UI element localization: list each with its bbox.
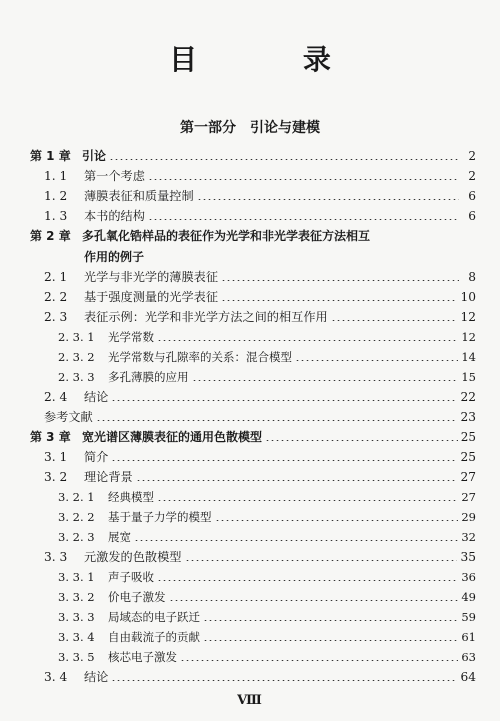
chapter-2-title-continuation[interactable]: 作用的例子 bbox=[84, 250, 145, 264]
entry-page: 27 bbox=[461, 490, 476, 504]
entry-number: 3. 2. 1 bbox=[58, 490, 95, 504]
entry-page: 49 bbox=[461, 590, 476, 604]
entry-page: 27 bbox=[460, 470, 476, 484]
entry-page: 10 bbox=[460, 290, 476, 304]
entry-page: 29 bbox=[461, 510, 476, 524]
entry-page: 63 bbox=[461, 650, 476, 664]
toc-entry-references[interactable] bbox=[44, 408, 476, 426]
toc-entry[interactable] bbox=[58, 608, 476, 626]
toc-entry[interactable] bbox=[58, 628, 476, 646]
page-number: Ⅷ bbox=[237, 693, 263, 708]
leader-dots bbox=[203, 620, 458, 621]
toc-entry[interactable] bbox=[58, 368, 476, 386]
entry-number: 1. 3 bbox=[44, 209, 68, 223]
entry-label: 结论 bbox=[84, 670, 109, 684]
leader-dots bbox=[215, 520, 459, 521]
toc-entry[interactable] bbox=[58, 508, 476, 526]
entry-number: 3. 3. 3 bbox=[58, 610, 95, 624]
entry-label: 光学与非光学的薄膜表征 bbox=[84, 270, 219, 284]
entry-page: 12 bbox=[460, 310, 476, 324]
entry-label: 多孔氧化锆样品的表征作为光学和非光学表征方法相互 bbox=[82, 229, 371, 243]
leader-dots bbox=[157, 500, 458, 501]
entry-page: 36 bbox=[461, 570, 476, 584]
entry-number: 3. 3. 5 bbox=[58, 650, 95, 664]
leader-dots bbox=[148, 219, 459, 220]
entry-label: 表征示例：光学和非光学方法之间的相互作用 bbox=[84, 310, 328, 324]
entry-number: 2. 1 bbox=[44, 270, 68, 284]
toc-entry[interactable] bbox=[44, 308, 476, 326]
entry-page: 25 bbox=[460, 430, 476, 444]
entry-page: 2 bbox=[468, 169, 476, 183]
leader-dots bbox=[192, 380, 459, 381]
leader-dots bbox=[295, 360, 458, 361]
toc-entry[interactable] bbox=[44, 468, 476, 486]
entry-page: 8 bbox=[468, 270, 476, 284]
entry-label: 自由载流子的贡献 bbox=[108, 630, 200, 644]
leader-dots bbox=[157, 580, 458, 581]
leader-dots bbox=[157, 340, 458, 341]
entry-page: 15 bbox=[461, 370, 476, 384]
entry-page: 14 bbox=[461, 350, 476, 364]
leader-dots bbox=[134, 540, 458, 541]
entry-label: 展宽 bbox=[108, 530, 131, 544]
entry-page: 25 bbox=[460, 450, 476, 464]
entry-number: 2. 2 bbox=[44, 290, 68, 304]
entry-number: 1. 1 bbox=[44, 169, 68, 183]
entry-page: 2 bbox=[468, 149, 476, 163]
toc-entry[interactable] bbox=[58, 348, 476, 366]
entry-page: 22 bbox=[460, 390, 476, 404]
toc-entry[interactable] bbox=[44, 548, 476, 566]
toc-entry[interactable] bbox=[44, 288, 476, 306]
toc-entry[interactable] bbox=[44, 448, 476, 466]
toc-entry-chapter-2[interactable] bbox=[30, 227, 476, 245]
toc-entry[interactable] bbox=[58, 568, 476, 586]
entry-label: 薄膜表征和质量控制 bbox=[84, 189, 194, 203]
leader-dots bbox=[265, 440, 458, 441]
entry-page: 32 bbox=[461, 530, 476, 544]
leader-dots bbox=[197, 199, 459, 200]
entry-label: 声子吸收 bbox=[108, 570, 154, 584]
entry-page: 12 bbox=[461, 330, 476, 344]
entry-label: 核芯电子激发 bbox=[108, 650, 177, 664]
entry-page: 35 bbox=[460, 550, 476, 564]
leader-dots bbox=[111, 400, 457, 401]
entry-page: 23 bbox=[460, 410, 476, 424]
toc-entry[interactable] bbox=[44, 388, 476, 406]
entry-label: 宽光谱区薄膜表征的通用色散模型 bbox=[82, 430, 263, 444]
part-label: 第一部分 bbox=[180, 120, 236, 136]
entry-number: 3. 3 bbox=[44, 550, 68, 564]
entry-label: 引论 bbox=[82, 149, 107, 163]
entry-label: 参考文献 bbox=[44, 410, 93, 424]
leader-dots bbox=[185, 560, 458, 561]
entry-number: 第 3 章 bbox=[30, 430, 71, 444]
entry-label: 基于量子力学的模型 bbox=[108, 510, 212, 524]
toc-entry[interactable] bbox=[44, 167, 476, 185]
toc-entry[interactable] bbox=[58, 528, 476, 546]
entry-number: 2. 4 bbox=[44, 390, 68, 404]
leader-dots bbox=[221, 300, 457, 301]
entry-label: 经典模型 bbox=[108, 490, 154, 504]
toc-entry[interactable] bbox=[58, 328, 476, 346]
part-name: 引论与建模 bbox=[250, 120, 320, 136]
toc-entry[interactable] bbox=[58, 648, 476, 666]
leader-dots bbox=[148, 179, 459, 180]
leader-dots bbox=[180, 660, 458, 661]
entry-label: 基于强度测量的光学表征 bbox=[84, 290, 219, 304]
leader-dots bbox=[111, 460, 457, 461]
leader-dots bbox=[203, 640, 458, 641]
entry-number: 3. 2 bbox=[44, 470, 68, 484]
leader-dots bbox=[221, 280, 459, 281]
entry-number: 3. 2. 2 bbox=[58, 510, 95, 524]
entry-label: 光学常数与孔隙率的关系：混合模型 bbox=[108, 350, 292, 364]
toc-entry-chapter-1[interactable] bbox=[30, 147, 476, 165]
entry-label: 价电子激发 bbox=[108, 590, 166, 604]
entry-label: 本书的结构 bbox=[84, 209, 145, 223]
toc-entry[interactable] bbox=[44, 187, 476, 205]
entry-number: 3. 1 bbox=[44, 450, 68, 464]
entry-number: 第 1 章 bbox=[30, 149, 71, 163]
entry-page: 59 bbox=[461, 610, 476, 624]
page-title: 目 录 bbox=[169, 43, 379, 76]
entry-number: 2. 3. 1 bbox=[58, 330, 95, 344]
entry-page: 64 bbox=[460, 670, 476, 684]
entry-label: 简介 bbox=[84, 450, 109, 464]
entry-number: 3. 3. 1 bbox=[58, 570, 95, 584]
part-heading bbox=[0, 117, 500, 137]
entry-number: 2. 3. 3 bbox=[58, 370, 95, 384]
leader-dots bbox=[111, 680, 457, 681]
entry-page: 6 bbox=[468, 189, 476, 203]
entry-label: 多孔薄膜的应用 bbox=[108, 370, 189, 384]
entry-label: 第一个考虑 bbox=[84, 169, 145, 183]
leader-dots bbox=[109, 159, 459, 160]
leader-dots bbox=[136, 480, 458, 481]
toc-entry[interactable] bbox=[58, 588, 476, 606]
entry-label: 结论 bbox=[84, 390, 109, 404]
entry-number: 第 2 章 bbox=[30, 229, 71, 243]
entry-number: 3. 2. 3 bbox=[58, 530, 95, 544]
toc-entry[interactable] bbox=[44, 268, 476, 286]
entry-label: 理论背景 bbox=[84, 470, 133, 484]
entry-label: 元激发的色散模型 bbox=[84, 550, 182, 564]
entry-page: 6 bbox=[468, 209, 476, 223]
leader-dots bbox=[96, 420, 458, 421]
entry-number: 3. 4 bbox=[44, 670, 68, 684]
leader-dots bbox=[169, 600, 459, 601]
entry-number: 1. 2 bbox=[44, 189, 68, 203]
entry-number: 3. 3. 2 bbox=[58, 590, 95, 604]
entry-label: 光学常数 bbox=[108, 330, 154, 344]
entry-number: 3. 3. 4 bbox=[58, 630, 95, 644]
toc-entry-chapter-3[interactable] bbox=[30, 428, 476, 446]
entry-label: 局域态的电子跃迁 bbox=[108, 610, 200, 624]
toc-entry[interactable] bbox=[44, 668, 476, 686]
entry-number: 2. 3. 2 bbox=[58, 350, 95, 364]
entry-number: 2. 3 bbox=[44, 310, 68, 324]
leader-dots bbox=[331, 320, 458, 321]
toc-entry[interactable] bbox=[44, 207, 476, 225]
entry-page: 61 bbox=[461, 630, 476, 644]
toc-entry[interactable] bbox=[58, 488, 476, 506]
